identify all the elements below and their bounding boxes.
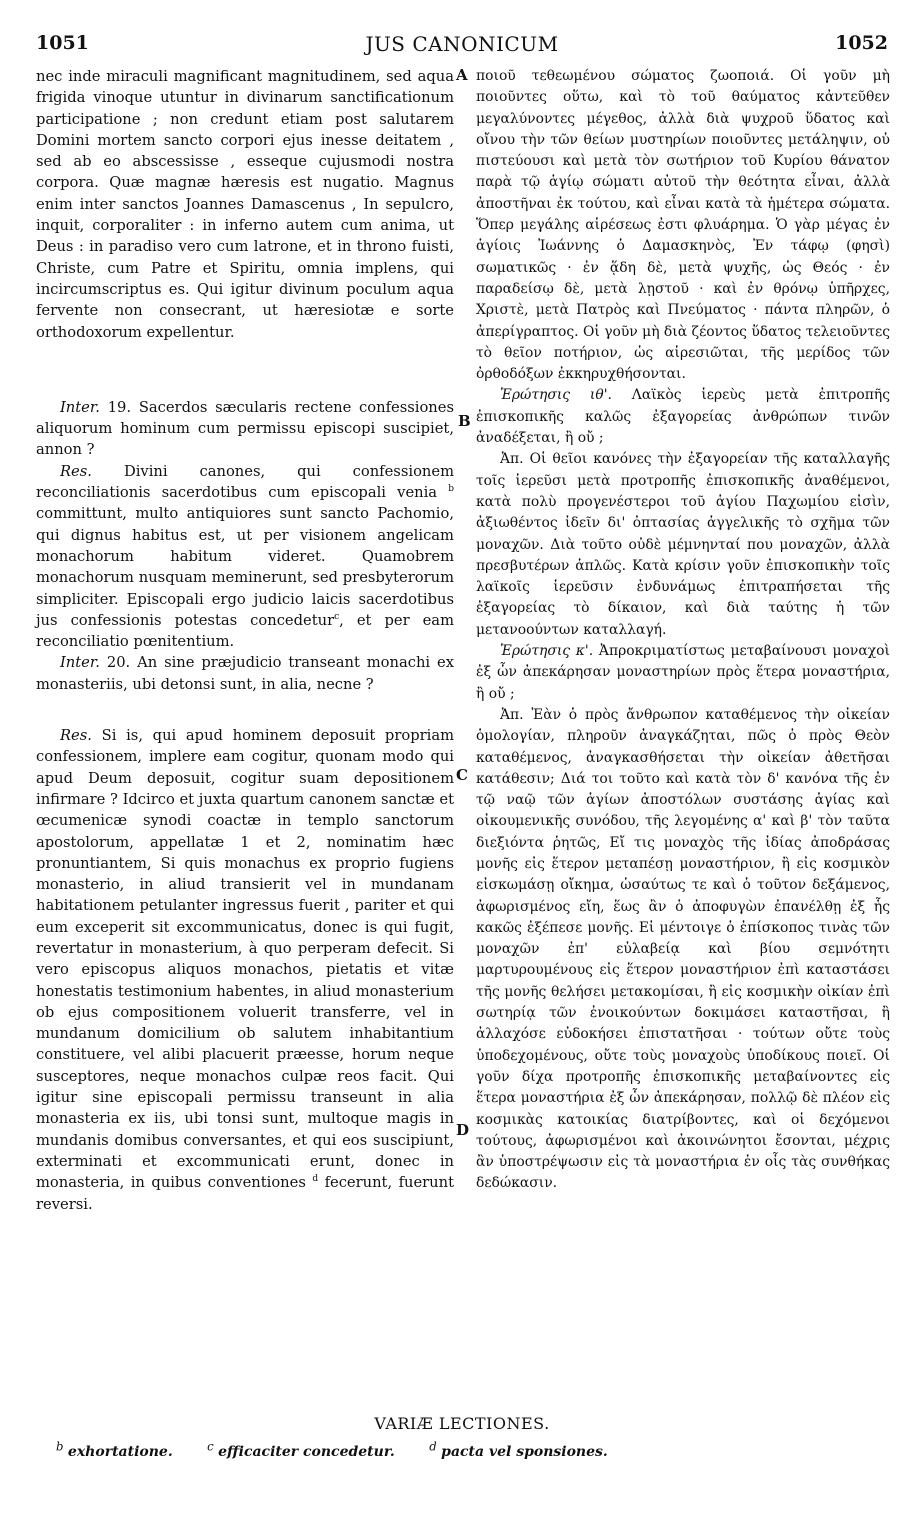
page-number-left: 1051 <box>36 32 89 54</box>
page-number-right: 1052 <box>835 32 888 54</box>
res-text-b: fecerunt, fuerunt reversi. <box>36 1174 455 1213</box>
footnote-d <box>429 1439 608 1460</box>
footnote-mark-d: d <box>429 1439 437 1453</box>
footnote-mark-c: c <box>334 611 340 622</box>
margin-letter-d: D <box>456 1121 470 1139</box>
footnote-text-d: pacta vel sponsiones. <box>441 1443 608 1460</box>
footnote-text-c: efficaciter concedetur. <box>218 1443 395 1460</box>
footnote-b <box>56 1439 173 1460</box>
footnote-text-b: exhortatione. <box>67 1443 173 1460</box>
variae-lectiones <box>36 1414 888 1460</box>
latin-responsio-20 <box>36 725 454 1215</box>
apokrisis-text: Οἱ θεῖοι κανόνες τὴν ἐξαγορείαν τῆς καταλλαγῆς τοῖς ἱερεῦσι μετὰ προτροπῆς ἐπισκοπικῆς ἀναθέμενοι, κατὰ πολὺ προγενέστεροι τοῦ ἁγίου Παχωμίου εἰσὶν, ἀξιωθέντος ἰδεῖν δι' ὀπτασίας ἀγγελικῆς τὸ σχῆμα τῶν μοναχῶν. Διὰ τοῦτο οὐδὲ μέμνηνταί που μοναχῶν, ἀλλὰ πρεσβυτέρων ἁπλῶς. Κατὰ κρίσιν γοῦν ἐπισκοπικὴν τοῖς λαϊκοῖς ἱερεῦσιν ἐνδυνάμως ἐπιτραπήσεται τῆς ἐξαγορείας τὸ δίκαιον, καὶ διὰ ταύτης ἡ τῶν μετανοούντων καταλλαγή. <box>476 451 890 638</box>
erotesis-label: Ἐρώτησις κ'. <box>500 643 594 660</box>
latin-column <box>36 66 454 1215</box>
running-title: JUS CANONICUM <box>365 32 559 56</box>
inter-label: Inter. <box>60 654 100 672</box>
apokrisis-text: Ἐὰν ὁ πρὸς ἄνθρωπον καταθέμενος τὴν οἰκείαν ὁμολογίαν, πληροῦν ἀναγκάζηται, πῶς ὁ πρὸς Θεὸν καταθέμενος, ἀναγκασθήσεται τὴν οἰκείαν ἀθετῆσαι κατάθεσιν; Διά τοι τοῦτο καὶ κατὰ τὸν δ' κανόνα τῆς ἐν τῷ ναῷ τῶν ἁγίων ἀποστόλων συστάσης ἁγίας καὶ οἰκουμενικῆς συνόδου, τῆς λεγομένης α' καὶ β' τὸν ταῦτα διεξιόντα ῥητῶς, Εἴ τις μοναχὸς τῆς ἰδίας ἀποδράσας μονῆς εἰς ἕτερον μεταπέσῃ μοναστήριον, ἢ εἰς κοσμικὸν εἰσκωμάσῃ οἴκημα, ὡσαύτως τε καὶ ὁ τοῦτον δεξάμενος, ἀφωρισμένος εἴη, ἕως ἂν ὁ ἀποφυγὼν ἐπανέλθῃ ἐξ ἧς κακῶς ἐξέπεσε μονῆς. Εἰ μέντοιγε ὁ ἐπίσκοπος τινὰς τῶν μοναχῶν ἐπ' εὐλαβείᾳ καὶ βίου σεμνότητι μαρτυρουμένους εἰς ἕτερον μοναστήριον ἐπὶ καταστάσει τῆς μονῆς θελήσει μετακομίσαι, ἢ εἰς κοσμικὴν οἰκίαν ἐπὶ σωτηρίᾳ τῶν ἐνοικούντων δοκιμάσει καταστῆσαι, ἢ ἀλλαχόσε εὐδοκήσει ἐπιστατῆσαι · τούτων οὔτε τοὺς ὑποδεχομένους, οὔτε τοὺς μοναχοὺς ὑποδίκους ποιεῖ. Οἱ γοῦν δίχα προτροπῆς ἐπισκοπικῆς μεταβαίνοντες εἰς ἕτερα μοναστήρια ἐξ ὧν ἀπεκάρησαν, πολλῷ δὲ πλέον εἰς κοσμικὰς κατοικίας διατρίβοντες, καὶ οἱ δεχόμενοι τούτους, ἀφωρισμένοι καὶ ἀκοινώνητοι ἔσονται, μέχρις ἂν ὑποστρέψωσιν εἰς τὰ μοναστήρια ἐν οἷς τὰς συνθήκας δεδώκασιν. <box>476 706 890 1192</box>
latin-interrogatio-20 <box>36 652 454 695</box>
res-label: Res. <box>60 727 92 745</box>
inter-label: Inter. <box>60 398 100 416</box>
res-text-a: Si is, qui apud hominem deposuit propriam confessionem, implere eam cogitur, quonam modo qui apud Deum deposuit, cogitur suam depositionem infirmare ? Idcirco et juxta quartum canonem sanctæ et œcumenicæ synodi coactæ in templo sanctorum apostolorum, appellatæ 1 et 2, nominatim hæc pronuntiantem, Si quis monachus ex proprio fugiens monasterio, in aliud transierit vel in mundanam habitationem petulanter ingressus fuerit , pariter et qui eum exceperit sit excommunicatus, donec is qui fugit, revertatur in monasterium, à quo perperam defecit. Si vero episcopus aliquos monachos, pietatis et vitæ honestatis testimonium habentes, in aliud monasterium ob ejus compositionem voluerit transferre, vel in mundanum domicilium ob salutem inhabitantium constituere, vel alibi placuerit præesse, horum neque susceptores, neque monachos culpæ reos facit. Qui igitur sine episcopali permissu transeunt in alia monasteria ex iis, ubi tonsi sunt, multoque magis in mundanis domibus conversantes, et qui eos suscipiunt, exterminati et excommunicati erunt, donec in monasteria, in quibus conventiones <box>36 727 455 1192</box>
res-text-c: , et per eam reconciliatio pœnitentium. <box>36 611 454 651</box>
greek-apokrisis-20 <box>476 705 890 1195</box>
apokrisis-label: Ἀπ. <box>500 451 524 468</box>
latin-responsio-19 <box>36 461 454 653</box>
margin-letter-c: C <box>456 766 468 784</box>
res-text-a: Divini canones, qui confessionem reconciliationis sacerdotibus cum episcopali venia <box>36 462 454 502</box>
greek-paragraph-1: ποιοῦ τεθεωμένου σώματος ζωοποιά. Οἱ γοῦν μὴ ποιοῦντες οὕτω, καὶ τὸ τοῦ θαύματος κἀντεῦθεν μεγαλύνοντες μέγεθος, ἀλλὰ διὰ ψυχροῦ ὕδατος καὶ οἴνου τὴν τῶν θείων μυστηρίων ποιοῦντες μετάληψιν, οὐ πιστεύουσι καὶ μετὰ τὸν σωτήριον τοῦ Κυρίου θάνατον παρὰ τῷ ἁγίῳ σώματι αὐτοῦ τὴν θεότητα εἶναι, ἀλλὰ ἀποστῆναι ἐκ τούτου, καὶ εἶναι κατὰ τὰ ἡμέτερα σώματα. Ὅπερ μεγάλης αἱρέσεως ἐστι φλυάρημα. Ὁ γὰρ μέγας ἐν ἁγίοις Ἰωάννης ὁ Δαμασκηνὸς, Ἐν τάφῳ (φησὶ) σωματικῶς · ἐν ᾅδη δὲ, μετὰ ψυχῆς, ὡς Θεός · ἐν παραδείσῳ δὲ, μετὰ λῃστοῦ · καὶ ἐν θρόνῳ ὑπῆρχες, Χριστὲ, μετὰ Πατρὸς καὶ Πνεύματος · πάντα πληρῶν, ὁ ἀπερίγραπτος. Οἱ γοῦν μὴ διὰ ζέοντος ὕδατος τελειοῦντες τὸ θεῖον ποτήριον, ὡς αἱρεσιῶται, τῆς μερίδος τῶν ὀρθοδόξων ἐκκηρυχθήσονται. <box>476 68 890 383</box>
greek-apokrisis-19 <box>476 449 890 641</box>
footnote-mark-b: b <box>56 1439 64 1453</box>
inter-text: 20. An sine præjudicio transeant monachi ex monasteriis, ubi detonsi sunt, in alia, necne ? <box>36 654 454 693</box>
margin-letter-b: B <box>458 412 471 430</box>
res-text-b: committunt, multo antiquiores sunt sancto Pachomio, qui dignus habitus est, ut per visionem angelicam monachorum habitum videret. Quamobrem monachorum nusquam meminerunt, sed presbyterorum simpliciter. Episcopali ergo judicio laicis sacerdotibus jus confessionis potestas concedetur <box>36 505 454 629</box>
greek-column <box>476 66 890 1195</box>
footnote-mark-b: b <box>448 484 454 495</box>
footnote-mark-c: c <box>207 1439 214 1453</box>
erotesis-text: Λαϊκὸς ἱερεὺς μετὰ ἐπιτροπῆς ἐπισκοπικῆς καλῶς ἐξαγορείας ἀνθρώπων τινῶν ἀναδέξεται, ἢ οὔ ; <box>476 387 891 447</box>
greek-erotesis-19 <box>476 385 890 449</box>
footnote-mark-d: d <box>312 1174 319 1185</box>
erotesis-label: Ἐρώτησις ιθ'. <box>500 387 612 404</box>
page-header <box>36 26 888 56</box>
res-label: Res. <box>60 462 92 480</box>
latin-interrogatio-19 <box>36 397 454 461</box>
footnote-c <box>207 1439 395 1460</box>
apokrisis-label: Ἀπ. <box>500 706 524 723</box>
erotesis-text: Ἀπροκριματίστως μεταβαίνουσι μοναχοὶ ἐξ ὧν ἀπεκάρησαν μοναστηρίων πρὸς ἕτερα μοναστήρια, ἢ οὔ ; <box>476 643 890 702</box>
margin-letter-a: A <box>456 66 468 84</box>
footnote-line <box>56 1439 888 1460</box>
variae-title: VARIÆ LECTIONES. <box>374 1414 550 1433</box>
greek-erotesis-20 <box>476 641 890 705</box>
latin-paragraph-1: nec inde miraculi magnificant magnitudinem, sed aqua frigida vinoque utuntur in divinarum sanctificationum participatione ; non credunt etiam post salutarem Domini mortem sancto corpori ejus inesse deitatem , sed ab eo abscessisse , esseque cujusmodi nostra corpora. Quæ magnæ hæresis est nugatio. Magnus enim inter sanctos Joannes Damascenus , In sepulcro, inquit, corporaliter : in inferno autem cum anima, ut Deus : in paradiso vero cum latrone, et in throno fuisti, Christe, cum Patre et Spiritu, omnia implens, qui incircumscriptus es. Qui igitur divinum poculum aqua fervente non consecrant, ut hæresiotæ e sorte orthodoxorum expellentur. <box>36 68 454 341</box>
inter-text: 19. Sacerdos sæcularis rectene confessiones aliquorum hominum cum permissu episcopi suscipiet, annon ? <box>36 398 454 459</box>
